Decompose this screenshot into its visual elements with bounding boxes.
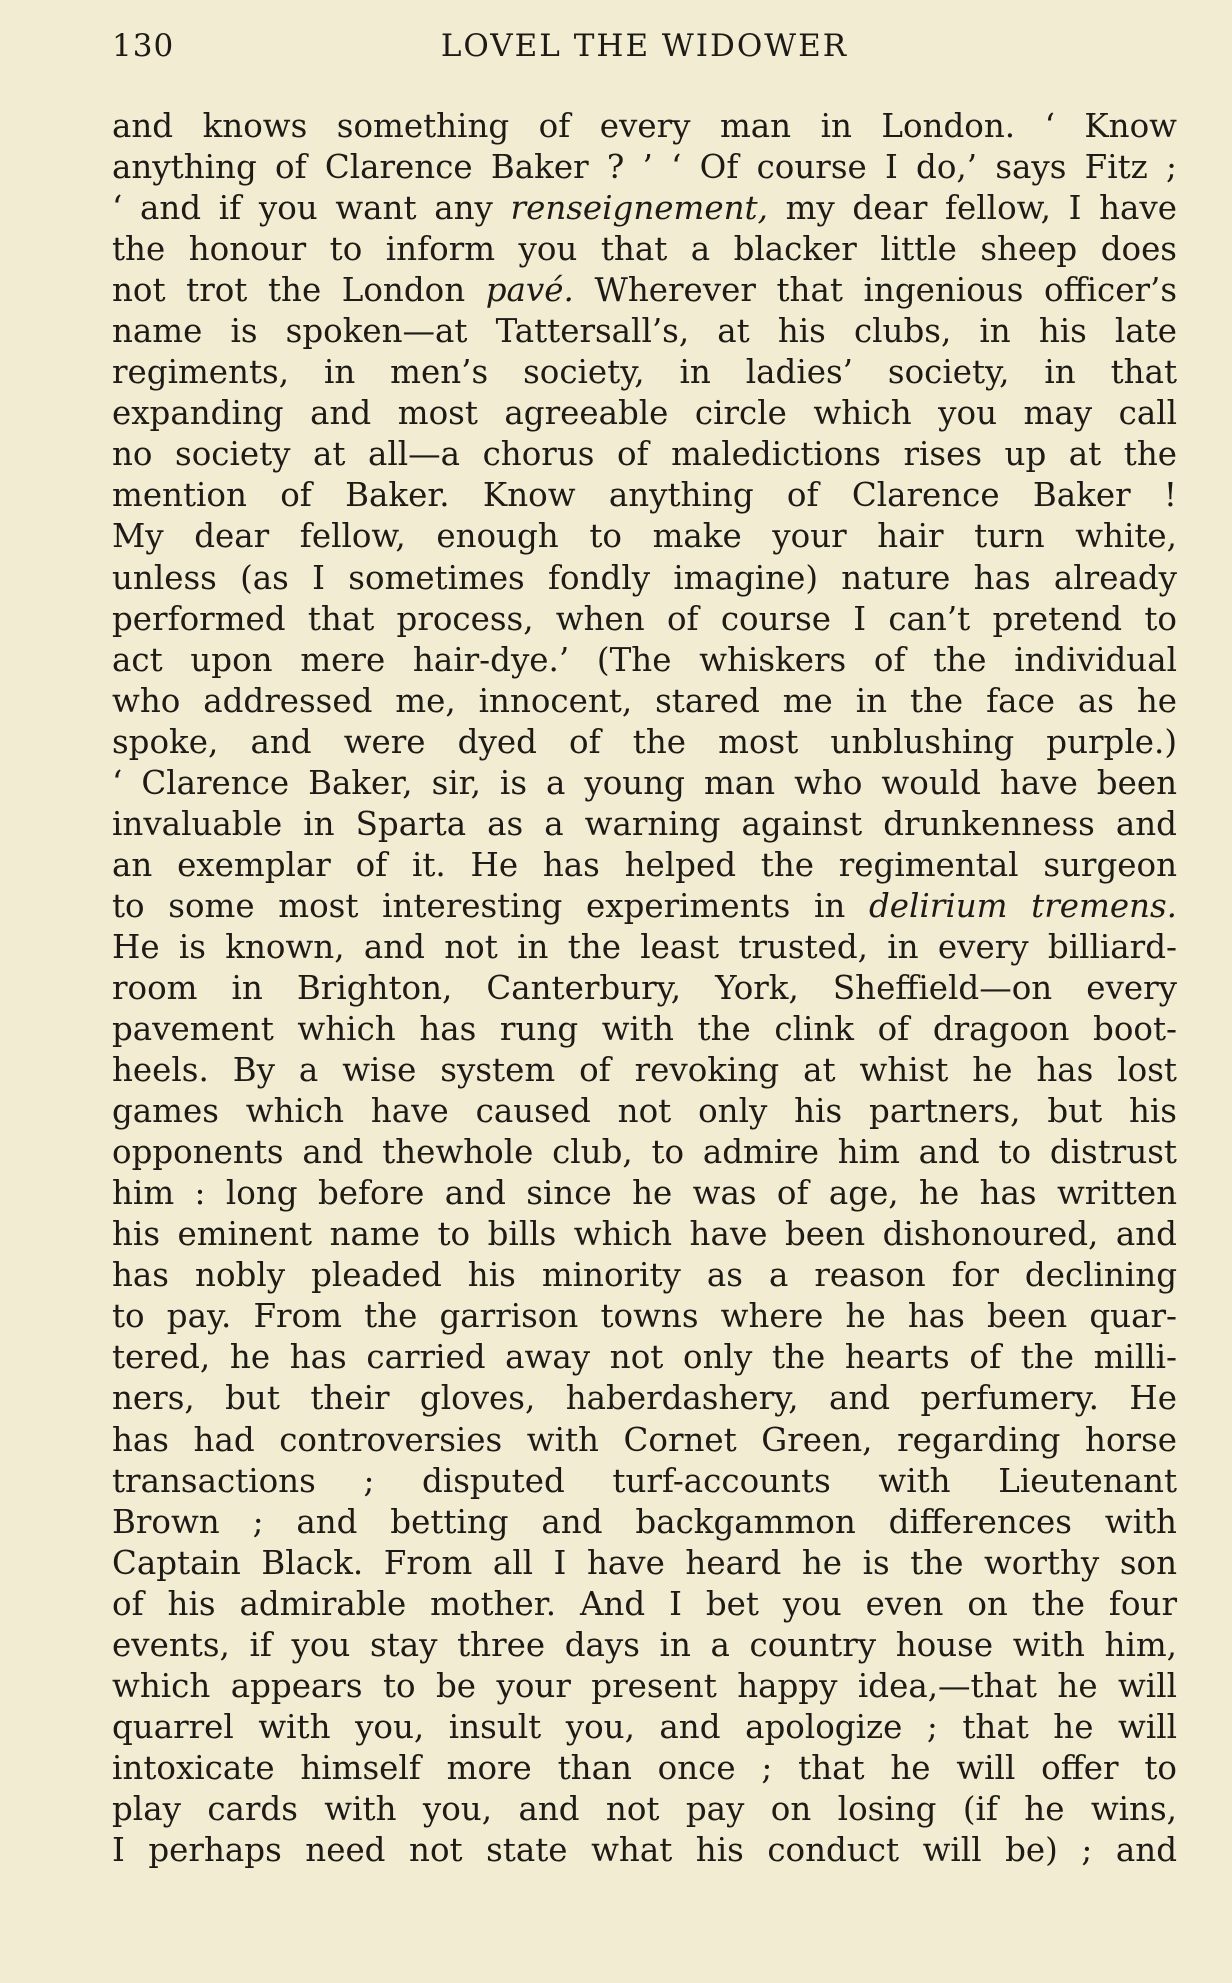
text-line — [112, 1707, 1177, 1748]
text-segment: intoxicate himself more than once ; that he will offer to — [112, 1748, 1177, 1787]
text-segment: the honour to inform you that a blacker little sheep does — [112, 230, 1177, 269]
text-line — [112, 681, 1177, 722]
text-segment: heels. By a wise system of revoking at whist he has lost — [112, 1051, 1177, 1090]
text-segment: name is spoken—at Tattersall’s, at his clubs, in his late — [112, 312, 1177, 351]
text-segment: I perhaps need not state what his conduct will be) ; and — [112, 1830, 1177, 1869]
text-line — [112, 1009, 1177, 1050]
text-line — [112, 1378, 1177, 1419]
text-line — [112, 1337, 1177, 1378]
text-line — [112, 352, 1177, 393]
text-segment: anything of Clarence Baker ? ’ ‘ Of course I do,’ says Fitz ; — [112, 148, 1177, 187]
text-line — [112, 1748, 1177, 1789]
text-line — [112, 311, 1177, 352]
text-line — [112, 1173, 1177, 1214]
text-line — [112, 1584, 1177, 1625]
text-line — [112, 393, 1177, 434]
text-segment: ‘ Clarence Baker, sir, is a young man who would have been — [112, 763, 1177, 802]
text-line — [112, 845, 1177, 886]
text-line — [112, 558, 1177, 599]
text-line — [112, 1296, 1177, 1337]
text-segment: room in Brighton, Canterbury, York, Sheffield—on every — [112, 968, 1177, 1007]
text-line — [112, 106, 1177, 147]
italic-text: pavé. — [485, 271, 574, 310]
text-line — [112, 1666, 1177, 1707]
text-line — [112, 1091, 1177, 1132]
text-line — [112, 886, 1177, 927]
text-segment: no society at all—a chorus of maledictions rises up at the — [112, 435, 1177, 474]
text-segment: an exemplar of it. He has helped the regimental surgeon — [112, 845, 1177, 884]
text-segment: Brown ; and betting and backgammon differences with — [112, 1502, 1177, 1541]
text-segment: spoke, and were dyed of the most unblushing purple.) — [112, 722, 1177, 761]
text-line — [112, 927, 1177, 968]
text-segment: who addressed me, innocent, stared me in the face as he — [112, 681, 1177, 720]
text-segment: ners, but their gloves, haberdashery, and perfumery. He — [112, 1379, 1177, 1418]
text-segment: and knows something of every man in London. ‘ Know — [112, 107, 1177, 145]
running-title: LOVEL THE WIDOWER — [440, 28, 849, 64]
text-line — [112, 1132, 1177, 1173]
italic-text: renseignement, — [510, 189, 768, 228]
text-segment: regiments, in men’s society, in ladies’ society, in that — [112, 353, 1177, 392]
page-header — [112, 28, 1177, 72]
text-segment: to pay. From the garrison towns where he has been quar- — [112, 1297, 1177, 1336]
text-line — [112, 1420, 1177, 1461]
text-line — [112, 1543, 1177, 1584]
text-line — [112, 1625, 1177, 1666]
text-segment: events, if you stay three days in a country house with him, — [112, 1625, 1177, 1664]
text-line — [112, 1214, 1177, 1255]
text-segment: which appears to be your present happy idea,—that he will — [112, 1666, 1177, 1705]
text-segment: his eminent name to bills which have been dishonoured, and — [112, 1215, 1177, 1254]
text-segment: opponents and thewhole club, to admire him and to distrust — [112, 1133, 1177, 1172]
text-line — [112, 804, 1177, 845]
text-segment: play cards with you, and not pay on losing (if he wins, — [112, 1789, 1177, 1828]
text-segment: My dear fellow, enough to make your hair turn white, — [112, 517, 1177, 556]
text-line — [112, 188, 1177, 229]
text-segment: him : long before and since he was of age, he has written — [112, 1174, 1177, 1213]
text-line — [112, 1461, 1177, 1502]
text-line — [112, 1050, 1177, 1091]
text-segment: my dear fellow, I have — [767, 189, 1177, 228]
text-line — [112, 1789, 1177, 1830]
text-segment: games which have caused not only his partners, but his — [112, 1092, 1177, 1131]
text-segment: ‘ and if you want any — [112, 189, 511, 228]
text-segment: Captain Black. From all I have heard he is the worthy son — [112, 1543, 1177, 1582]
text-line — [112, 229, 1177, 270]
text-segment: Wherever that ingenious officer’s — [573, 271, 1177, 310]
body-text — [112, 106, 1177, 1871]
text-segment: pavement which has rung with the clink of dragoon boot- — [112, 1010, 1177, 1049]
text-segment: expanding and most agreeable circle which you may call — [112, 394, 1177, 433]
text-line — [112, 434, 1177, 475]
text-segment: He is known, and not in the least trusted, in every billiard- — [112, 927, 1177, 966]
text-line — [112, 968, 1177, 1009]
text-segment: not trot the London — [112, 271, 486, 310]
text-segment: invaluable in Sparta as a warning against drunkenness and — [112, 804, 1177, 843]
page-number: 130 — [112, 28, 175, 64]
text-line — [112, 475, 1177, 516]
text-segment: of his admirable mother. And I bet you even on the four — [112, 1584, 1177, 1623]
text-line — [112, 722, 1177, 763]
text-segment: act upon mere hair-dye.’ (The whiskers of the individual — [112, 640, 1177, 679]
text-line — [112, 147, 1177, 188]
text-line — [112, 1502, 1177, 1543]
text-line — [112, 763, 1177, 804]
text-segment: tered, he has carried away not only the hearts of the milli- — [112, 1338, 1177, 1377]
text-segment: has had controversies with Cornet Green, regarding horse — [112, 1420, 1177, 1459]
text-segment: transactions ; disputed turf-accounts with Lieutenant — [112, 1461, 1177, 1500]
text-line — [112, 640, 1177, 681]
text-segment: unless (as I sometimes fondly imagine) nature has already — [112, 558, 1177, 597]
text-segment: has nobly pleaded his minority as a reason for declining — [112, 1256, 1177, 1295]
text-segment: quarrel with you, insult you, and apologize ; that he will — [112, 1707, 1177, 1746]
text-line — [112, 516, 1177, 557]
text-line — [112, 599, 1177, 640]
italic-text: delirium tremens. — [868, 886, 1177, 925]
text-segment: to some most interesting experiments in — [112, 886, 869, 925]
text-line — [112, 270, 1177, 311]
text-line — [112, 1830, 1177, 1871]
text-line — [112, 1255, 1177, 1296]
text-segment: performed that process, when of course I can’t pretend to — [112, 599, 1177, 638]
text-segment: mention of Baker. Know anything of Clarence Baker ! — [112, 476, 1177, 515]
